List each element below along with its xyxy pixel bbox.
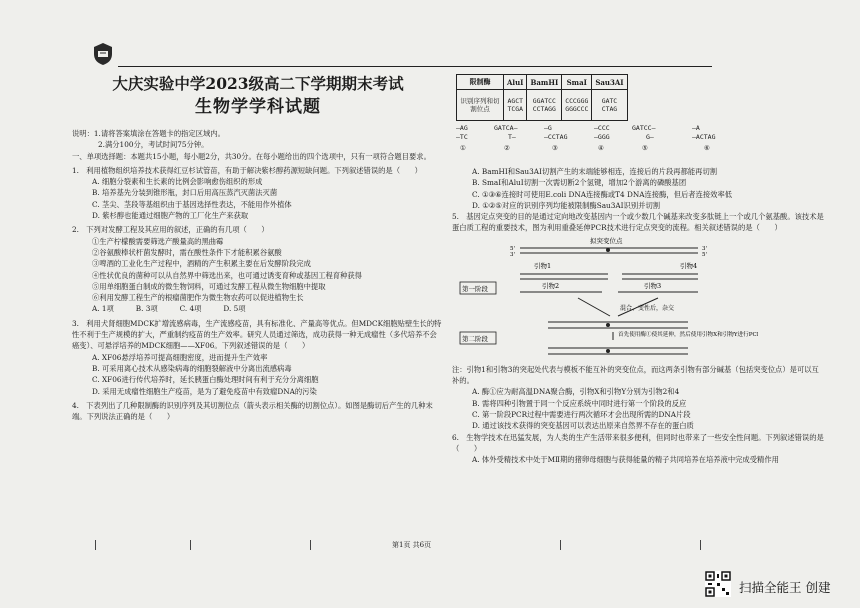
fragment-4-top: —CCC bbox=[594, 124, 610, 132]
primer-2-label: 引物2 bbox=[542, 281, 560, 290]
question-5-option-b: B. 需将四种引物置于同一个反应系统中同时进行第一个阶段的反应 bbox=[472, 398, 687, 408]
question-3-stem: 3. 利用犬肾细胞MDCK扩增流感病毒，生产流感疫苗，具有标准化、产量高等优点。但MDCK细胞贴壁生长的特性不利于生产规模的扩大，严重制约疫苗的生产效率。研究人员通过筛选，成功获得一种无成瘤性（多代培养不会癌变）、可悬浮培养的MDCK细胞——XF06。下列叙述错误的是（ ） bbox=[72, 318, 442, 351]
mutation-site-label: 拟突变位点 bbox=[590, 236, 623, 245]
fragment-4-label: ④ bbox=[598, 144, 604, 152]
overlap-pcr-diagram bbox=[458, 236, 758, 362]
enzyme-sequence: AGCT TCGA bbox=[504, 90, 527, 121]
fragment-5-label: ⑤ bbox=[642, 144, 648, 152]
primer-4-label: 引物4 bbox=[680, 261, 698, 270]
fragment-5-top: GATCC— bbox=[632, 124, 656, 132]
enzyme-table-site-head: 识别序列和切割位点 bbox=[457, 90, 504, 121]
question-4-option-b: B. SmaⅠ和AluⅠ切割一次需切断2个氢键，增加2个游离的磷酸基团 bbox=[472, 178, 687, 188]
question-2-choices: A. 1项 B. 3项 C. 4项 D. 5项 bbox=[92, 304, 246, 314]
diagram-note: 注：引物1和引物3的突起处代表与模板不能互补的突变位点，而这两条引物有部分碱基（包括突变位点）是可以互补的。 bbox=[452, 364, 819, 386]
fragment-1-top: —AG bbox=[456, 124, 468, 132]
right-column bbox=[452, 74, 826, 465]
school-crest-icon bbox=[92, 42, 114, 66]
fragment-6-top: —A bbox=[692, 124, 700, 132]
fragment-1-label: ① bbox=[460, 144, 466, 152]
subject-title: 生物学学科试题 bbox=[195, 97, 321, 117]
enzyme-name: AluⅠ bbox=[504, 75, 527, 90]
instruction-2: 2.满分100分，考试时间75分钟。 bbox=[98, 140, 209, 150]
strand-end-label: 3' bbox=[510, 251, 516, 258]
left-column bbox=[72, 74, 444, 422]
strand-end-label: 5' bbox=[510, 245, 516, 252]
primer-3-label: 引物3 bbox=[644, 281, 662, 290]
question-5-option-a: A. 酶①应为耐高温DNA聚合酶，引物X和引物Y分别为引物2和4 bbox=[472, 387, 680, 397]
primer-1-label: 引物1 bbox=[534, 261, 552, 270]
header-rule bbox=[118, 66, 712, 67]
question-5-stem: 5. 基因定点突变的目的是通过定向地改变基因内一个或少数几个碱基来改变多肽链上一个或几个氨基酸。该技术是蛋白质工程的重要技术，图为利用重叠延伸PCR技术进行定点突变的流程。相关叙述错误的是（ ） bbox=[452, 212, 824, 233]
question-3-option-a: A. XF06悬浮培养可提高细胞密度，进而提升生产效率 bbox=[92, 352, 268, 362]
question-1-option-d: D. 紫杉醇也能通过细胞产物的工厂化生产来获取 bbox=[92, 211, 249, 221]
qr-code-icon bbox=[705, 571, 731, 597]
fragment-6-bottom: —ACTAG bbox=[692, 133, 716, 141]
page-number: 第1页 共6页 bbox=[392, 541, 432, 549]
fold-mark bbox=[310, 540, 311, 550]
stage-2-label: 第二阶段 bbox=[462, 334, 488, 343]
question-4-option-a: A. BamHⅠ和Sau3AⅠ切割产生的末端能够相连，连接后的片段再都能再切割 bbox=[472, 167, 718, 176]
fragment-5-bottom: G— bbox=[646, 133, 654, 141]
fragment-1-bottom: —TC bbox=[456, 133, 468, 141]
fragment-3-top: —G bbox=[544, 124, 552, 132]
fold-mark bbox=[560, 540, 561, 550]
fragment-2-label: ② bbox=[504, 144, 510, 152]
question-3-option-c: C. XF06进行传代培养时，延长胰蛋白酶处理时间有利于充分分离细胞 bbox=[92, 375, 319, 385]
question-4-stem: 4. 下表列出了几种限制酶的识别序列及其切割位点（箭头表示相关酶的切割位点）。如图是酶切后产生的几种末端。下列说法正确的是（ ） bbox=[72, 400, 433, 422]
question-4-option-c: C. ①③⑥连接时可使用E.coli DNA连接酶或T4 DNA连接酶，但后者连接效率低 bbox=[472, 189, 733, 199]
question-2-item-6: ⑥利用发酵工程生产的根瘤菌肥作为微生物农药可以促进植物生长 bbox=[92, 293, 304, 303]
enzyme-table-head: 限制酶 bbox=[457, 75, 504, 90]
strand-end-label: 3' bbox=[702, 245, 708, 252]
question-2-item-4: ④性状优良的菌种可以从自然界中筛选出来，也可通过诱变育种或基因工程育种获得 bbox=[92, 270, 362, 280]
fold-mark bbox=[700, 540, 701, 550]
enzyme-sequence: CCCGGG GGGCCC bbox=[562, 90, 592, 121]
fragment-6-label: ⑥ bbox=[704, 144, 710, 152]
stage-1-label: 第一阶段 bbox=[462, 284, 488, 293]
question-2-item-2: ②谷氨酸棒状杆菌发酵时，需在酸性条件下才能积累谷氨酸 bbox=[92, 247, 282, 257]
question-1-option-b: B. 培养基先分装到锥形瓶，封口后用高压蒸汽灭菌法灭菌 bbox=[92, 188, 278, 198]
enzyme-sequence: GATC CTAG bbox=[592, 90, 627, 121]
question-1-option-c: C. 茎尖、茎段等基组织由于基因选择性表达，不能用作外植体 bbox=[92, 199, 292, 209]
scanner-watermark: 扫描全能王 创建 bbox=[739, 580, 831, 595]
question-2-item-1: ①生产柠檬酸需要筛选产酸量高的黑曲霉 bbox=[92, 236, 224, 246]
question-1-stem: 1. 利用植物组织培养技术获得红豆杉试管苗，有助于解决紫杉醇药源短缺问题。下列叙述错误的是（ ） bbox=[72, 165, 422, 175]
question-5-option-c: C. 第一阶段PCR过程中需要进行两次循环才会出现所需的DNA片段 bbox=[472, 409, 691, 419]
question-6-stem: 6. 生物学技术在迅猛发展，为人类的生产生活带来很多便利，但同时也带来了一些安全性问题。下列叙述错误的是（ ） bbox=[452, 432, 824, 453]
sticky-end-fragments bbox=[456, 124, 826, 162]
fold-mark bbox=[190, 540, 191, 550]
question-2-item-5: ⑤用单细胞蛋白制成的微生物饲料，可通过发酵工程从微生物细胞中提取 bbox=[92, 281, 326, 291]
question-2-item-3: ③啤酒的工业化生产过程中，酒精的产生积累主要在后发酵阶段完成 bbox=[92, 259, 311, 269]
question-3-option-d: D. 采用无成瘤性细胞生产疫苗，是为了避免疫苗中有致瘤DNA的污染 bbox=[92, 386, 317, 396]
enzyme-sequence: GGATCC CCTAGG bbox=[527, 90, 562, 121]
question-5-option-d: D. 通过该技术获得的突变基因可以表达出原来自然界不存在的蛋白质 bbox=[472, 421, 694, 431]
fragment-2-top: GATCA— bbox=[494, 124, 518, 132]
fold-mark bbox=[95, 540, 96, 550]
enzyme-name: Sau3AⅠ bbox=[592, 75, 627, 90]
section-heading: 一、单项选择题：本题共15小题，每小题2分，共30分。在每小题给出的四个选项中，只有一项符合题目要求。 bbox=[72, 151, 431, 161]
strand-end-label: 5' bbox=[702, 251, 708, 258]
exam-title: 大庆实验中学2023级高二下学期期末考试 bbox=[112, 74, 404, 93]
question-2-stem: 2. 下列对发酵工程及其应用的叙述，正确的有几项（ ） bbox=[72, 225, 269, 235]
extension-note: 首先使用酶①使其延伸，然后使用引物X和引物Y进行PCR bbox=[618, 331, 758, 338]
fragment-3-bottom: —CCTAG bbox=[544, 133, 568, 141]
fragment-3-label: ③ bbox=[552, 144, 558, 152]
enzyme-name: BamHⅠ bbox=[527, 75, 562, 90]
enzyme-table bbox=[456, 74, 628, 121]
question-6-option-a: A. 体外受精技术中处于MⅡ期的猪卵母细胞与获得能量的精子共同培养在培养液中完成受精作用 bbox=[472, 455, 779, 465]
question-1-option-a: A. 细胞分裂素和生长素的比例会影响愈伤组织的形成 bbox=[92, 177, 263, 187]
question-3-option-b: B. 可采用离心技术从感染病毒的细胞裂解液中分离出流感病毒 bbox=[92, 363, 292, 373]
instruction-1: 说明：1.请将答案填涂在答题卡的指定区域内。 bbox=[72, 129, 225, 138]
hybridize-label: 混合、变性后，杂交 bbox=[620, 304, 675, 312]
fragment-4-bottom: —GGG bbox=[594, 133, 610, 141]
question-4-option-d: D. ①②⑤对应的识别序列均能被限制酶Sau3AⅠ识别并切割 bbox=[472, 200, 661, 210]
fragment-2-bottom: T— bbox=[508, 133, 516, 141]
pcr-flow-svg bbox=[458, 236, 758, 362]
enzyme-name: SmaⅠ bbox=[562, 75, 592, 90]
